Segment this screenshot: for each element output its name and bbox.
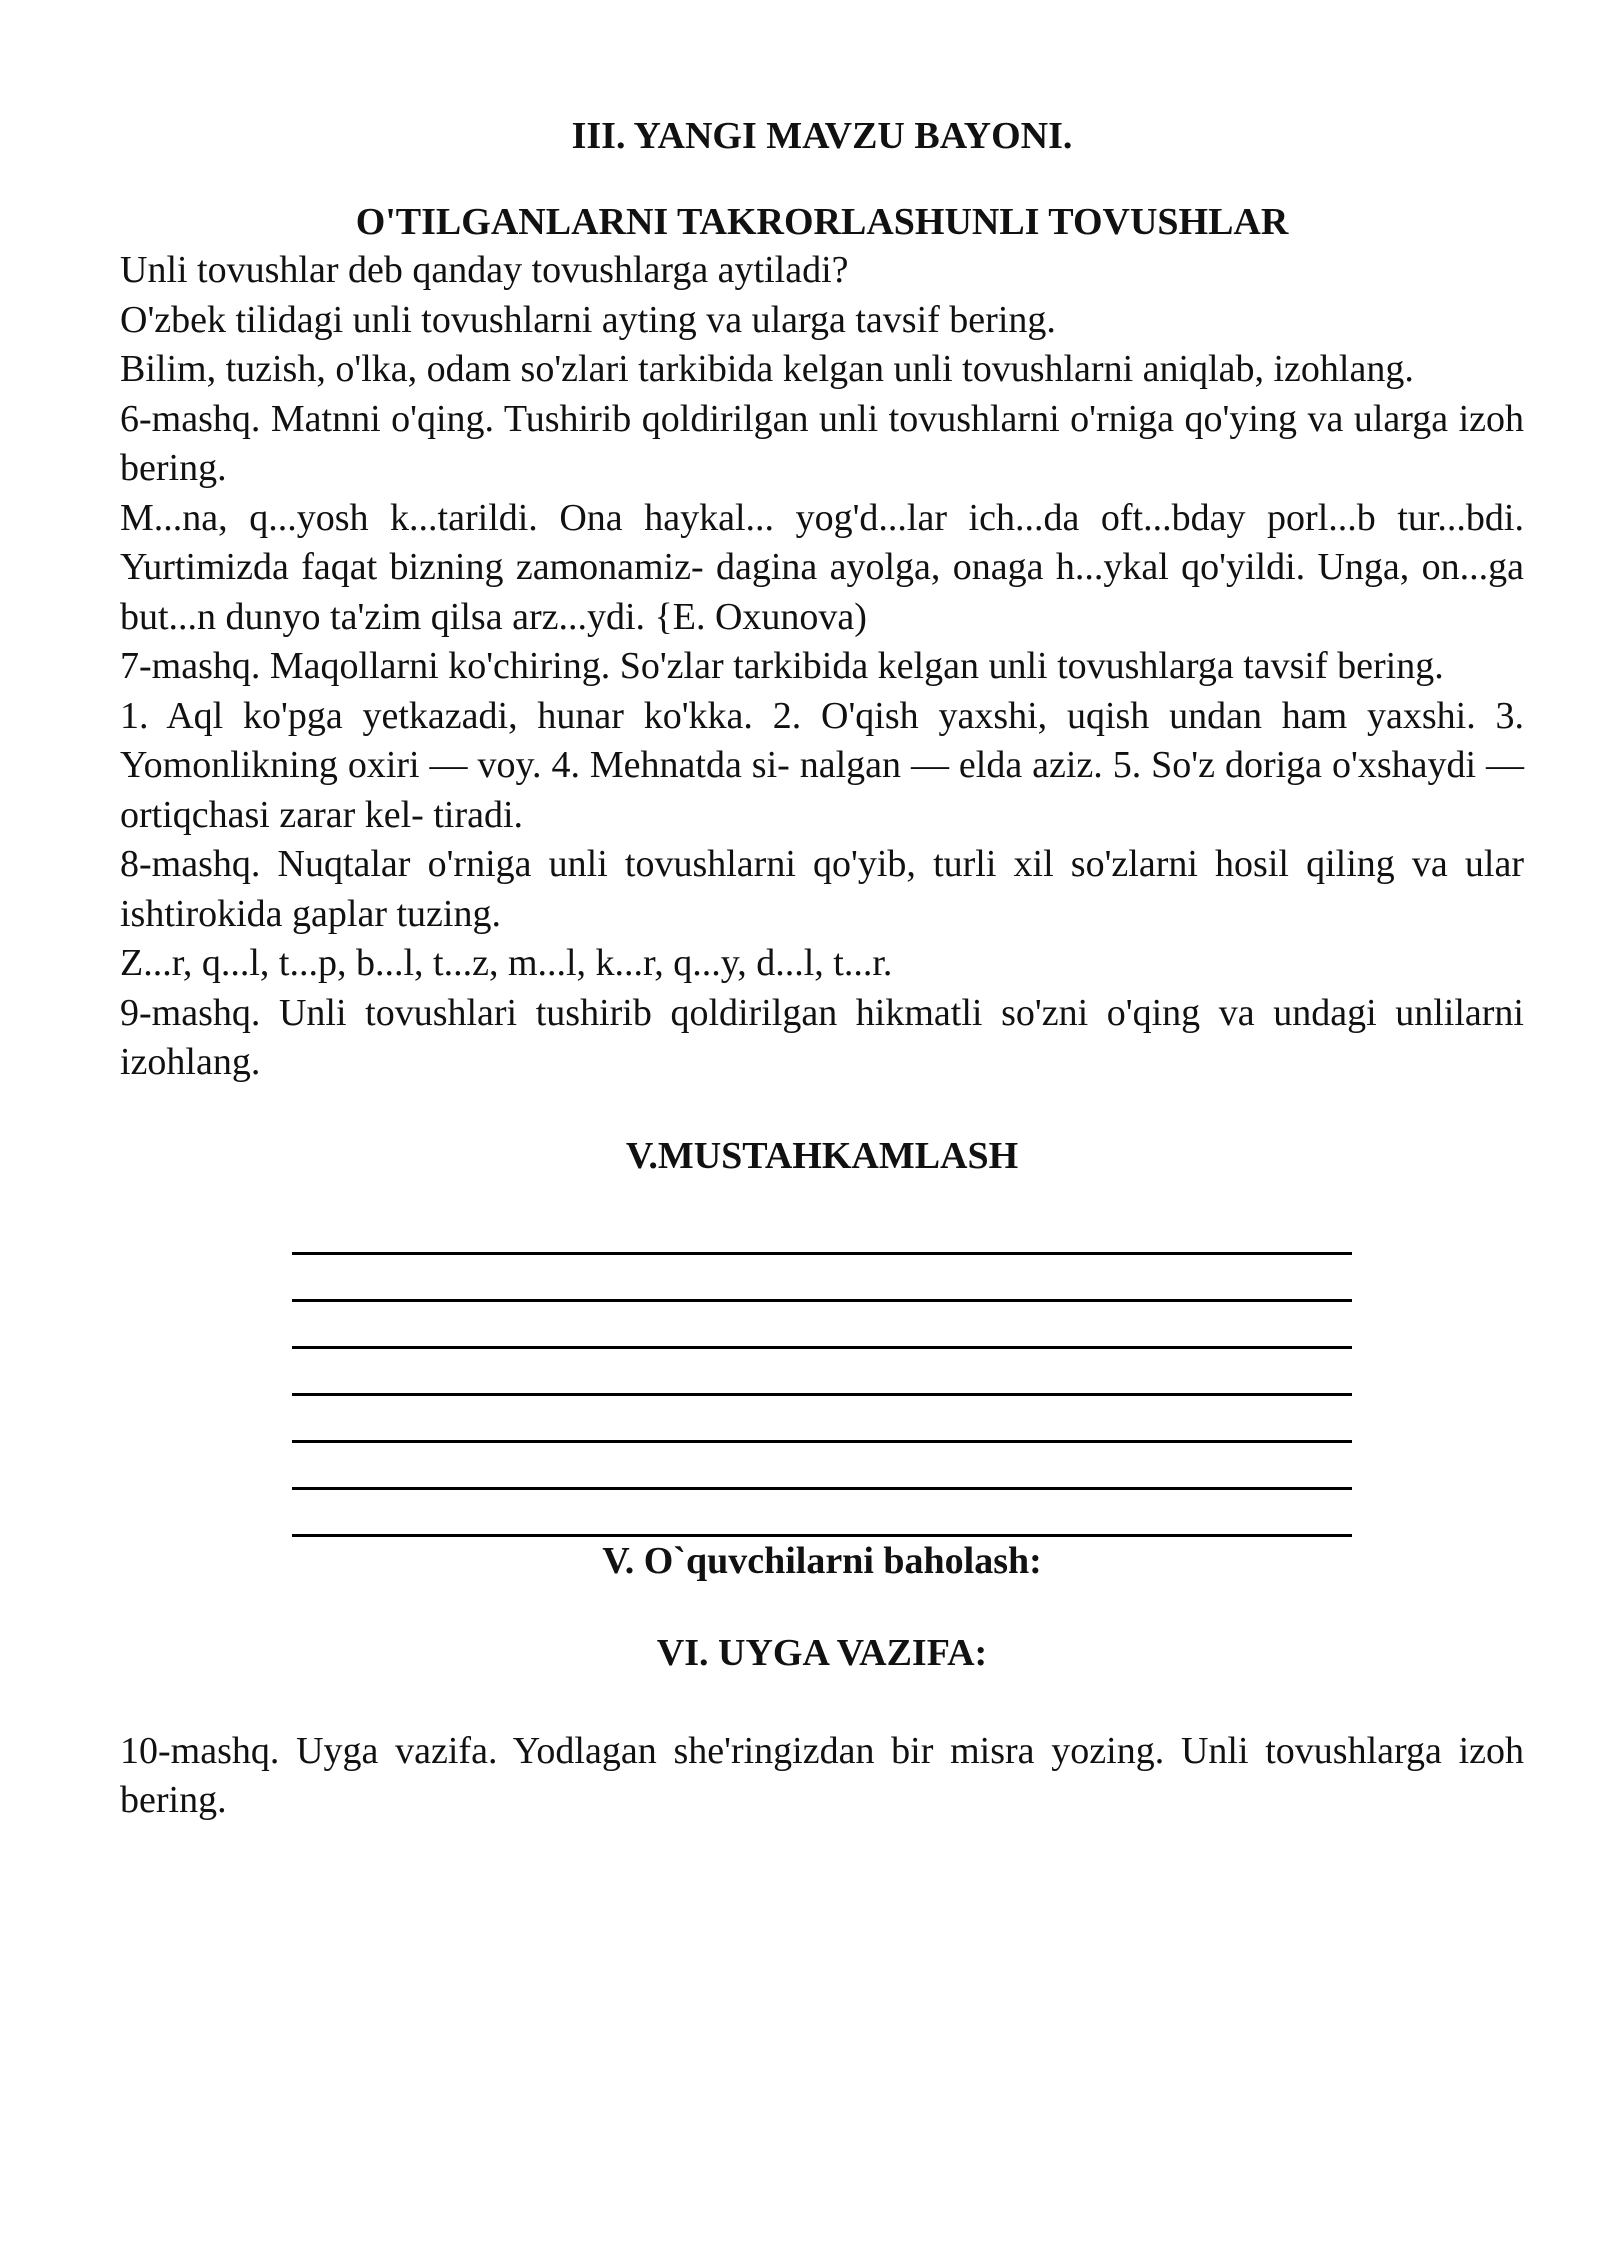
answer-line — [292, 1302, 1352, 1349]
section-heading-uyga-vazifa: VI. UYGA VAZIFA: — [656, 1631, 988, 1674]
question-paragraph: Bilim, tuzish, o'lka, odam so'zlari tarkibida kelgan unli tovushlarni aniqlab, izohlang. — [120, 348, 1414, 390]
question-paragraph: O'zbek tilidagi unli tovushlarni ayting va ularga tavsif bering. — [120, 298, 1056, 341]
section-heading-baholash: V. O`quvchilarni baholash: — [602, 1539, 1042, 1582]
answer-line — [292, 1490, 1352, 1537]
answer-line — [292, 1443, 1352, 1490]
document-content — [120, 112, 1524, 1826]
exercise-6-instruction: 6-mashq. Matnni o'qing. Tushirib qoldirilgan unli tovushlarni o'rniga qo'ying va ularga izoh bering. — [120, 397, 1524, 489]
answer-lines — [292, 1208, 1352, 1537]
exercise-6-text: M...na, q...yosh k...tarildi. Ona haykal... yog'd...lar ich...da oft...bday porl...b tur...bdi. Yurtimizda faqat bizning zamonamiz- dagina ayolga, onaga h...ykal qo'yildi. Unga, on...ga but...n dunyo ta'zim qilsa arz...ydi. {E. Oxunova) — [120, 496, 1524, 638]
answer-line — [292, 1349, 1352, 1396]
section-heading-mustahkamlash: V.MUSTAHKAMLASH — [625, 1134, 1019, 1177]
answer-line — [292, 1255, 1352, 1302]
exercise-9-instruction: 9-mashq. Unli tovushlari tushirib qoldirilgan hikmatli so'zni o'qing va undagi unlilarni izohlang. — [120, 991, 1524, 1083]
exercise-8-words: Z...r, q...l, t...p, b...l, t...z, m...l, k...r, q...y, d...l, t...r. — [120, 942, 893, 984]
sub-heading: O'TILGANLARNI TAKRORLASHUNLI TOVUSHLAR — [355, 201, 1289, 243]
exercise-7-instruction: 7-mashq. Maqollarni ko'chiring. So'zlar tarkibida kelgan unli tovushlarga tavsif bering. — [120, 645, 1444, 687]
answer-line — [292, 1208, 1352, 1255]
main-heading: III. YANGI MAVZU BAYONI. — [571, 115, 1073, 157]
exercise-8-instruction: 8-mashq. Nuqtalar o'rniga unli tovushlarni qo'yib, turli xil so'zlarni hosil qiling va ular ishtirokida gaplar tuzing. — [120, 843, 1524, 935]
homework-paragraph: 10-mashq. Uyga vazifa. Yodlagan she'ringizdan bir misra yozing. Unli tovushlarga izoh bering. — [120, 1729, 1524, 1821]
question-paragraph: Unli tovushlar deb qanday tovushlarga aytiladi? — [120, 249, 849, 291]
answer-line — [292, 1396, 1352, 1443]
exercise-7-proverbs: 1. Aql ko'pga yetkazadi, hunar ko'kka. 2. O'qish yaxshi, uqish undan ham yaxshi. 3. Yomonlikning oxiri — voy. 4. Mehnatda si- nalgan — elda aziz. 5. So'z doriga o'xshaydi — ortiqchasi zarar kel- tiradi. — [120, 694, 1524, 836]
